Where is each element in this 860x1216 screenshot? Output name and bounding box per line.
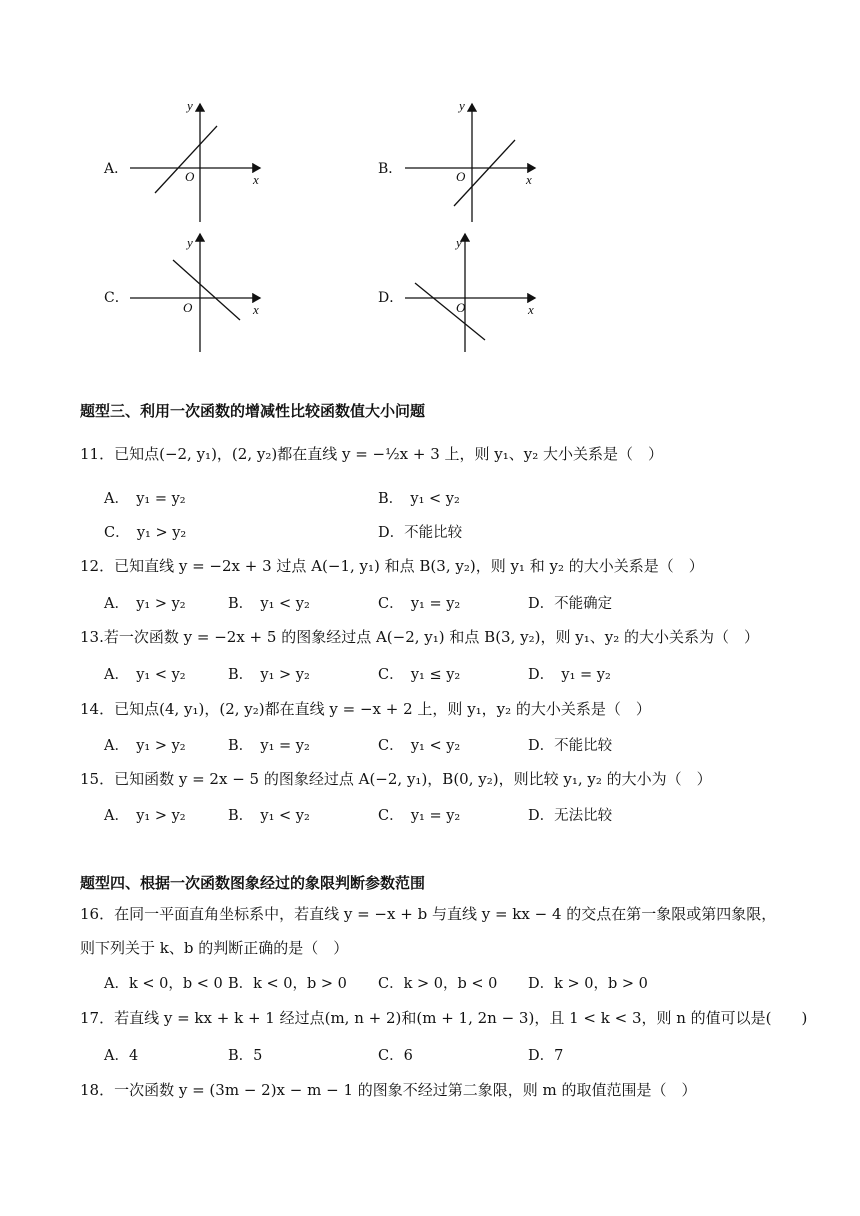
graph-a-label: A．: [104, 161, 129, 177]
y-label: y: [456, 235, 462, 250]
question-15-option-b: B． y₁ < y₂: [228, 808, 310, 824]
question-11-option-a: A． y₁ = y₂: [104, 491, 186, 507]
x-label: x: [253, 302, 259, 317]
origin-label: O: [183, 300, 193, 315]
section-four-heading: 题型四、根据一次函数图象经过的象限判断参数范围: [80, 874, 426, 892]
question-15-option-c: C． y₁ = y₂: [378, 808, 461, 824]
question-15-option-a: A． y₁ > y₂: [104, 808, 186, 824]
question-17-option-a: A．4: [104, 1048, 139, 1064]
question-12-stem: 12．已知直线 y = −2x + 3 过点 A(−1, y₁) 和点 B(3, y₂)，则 y₁ 和 y₂ 的大小关系是（ ）: [80, 557, 704, 575]
question-17-stem: 17．若直线 y = kx + k + 1 经过点(m, n + 2)和(m + 1, 2n − 3)，且 1 < k < 3，则 n 的值可以是( ): [80, 1009, 808, 1027]
graph-c-label: C．: [104, 290, 129, 306]
graph-b: [400, 98, 545, 226]
question-16-option-c: C．k > 0，b < 0: [378, 976, 498, 992]
question-16-stem-line2: 则下列关于 k、b 的判断正确的是（ ）: [80, 939, 349, 957]
question-14-option-b: B． y₁ = y₂: [228, 738, 310, 754]
question-16-option-b: B．k < 0，b > 0: [228, 976, 347, 992]
x-label: x: [526, 172, 532, 187]
question-12-option-b: B． y₁ < y₂: [228, 596, 310, 612]
y-label: y: [187, 235, 193, 250]
question-15-stem: 15．已知函数 y = 2x − 5 的图象经过点 A(−2, y₁)，B(0, y₂)，则比较 y₁, y₂ 的大小为（ ）: [80, 770, 712, 788]
question-12-option-c: C． y₁ = y₂: [378, 596, 461, 612]
graph-d: [400, 228, 545, 356]
graph-line: [415, 283, 485, 340]
question-14-stem: 14．已知点(4, y₁)，(2, y₂)都在直线 y = −x + 2 上，则 y₁，y₂ 的大小关系是（ ）: [80, 700, 651, 718]
question-16-option-a: A．k < 0，b < 0: [104, 976, 223, 992]
origin-label: O: [185, 169, 195, 184]
question-11-option-b: B． y₁ < y₂: [378, 491, 460, 507]
y-label: y: [187, 98, 193, 113]
question-15-option-d: D．无法比较: [528, 808, 613, 824]
question-16-option-d: D．k > 0，b > 0: [528, 976, 648, 992]
graph-c: [125, 228, 270, 356]
x-label: x: [528, 302, 534, 317]
question-13-option-a: A． y₁ < y₂: [104, 667, 186, 683]
question-11-option-d: D．不能比较: [378, 525, 463, 541]
question-12-option-a: A． y₁ > y₂: [104, 596, 186, 612]
question-17-option-d: D．7: [528, 1048, 564, 1064]
question-16-stem-line1: 16．在同一平面直角坐标系中，若直线 y = −x + b 与直线 y = kx − 4 的交点在第一象限或第四象限，: [80, 905, 777, 923]
origin-label: O: [456, 300, 466, 315]
graph-d-label: D．: [378, 290, 404, 306]
question-14-option-d: D．不能比较: [528, 738, 613, 754]
question-11-stem: 11．已知点(−2, y₁)，(2, y₂)都在直线 y = −½x + 3 上，则 y₁、y₂ 大小关系是（ ）: [80, 445, 664, 463]
question-13-option-c: C． y₁ ≤ y₂: [378, 667, 461, 683]
y-label: y: [459, 98, 465, 113]
question-14-option-c: C． y₁ < y₂: [378, 738, 461, 754]
origin-label: O: [456, 169, 466, 184]
question-13-stem: 13.若一次函数 y = −2x + 5 的图象经过点 A(−2, y₁) 和点 B(3, y₂)，则 y₁、y₂ 的大小关系为（ ）: [80, 628, 759, 646]
question-14-option-a: A． y₁ > y₂: [104, 738, 186, 754]
question-13-option-b: B． y₁ > y₂: [228, 667, 310, 683]
question-18-stem: 18．一次函数 y = (3m − 2)x − m − 1 的图象不经过第二象限，则 m 的取值范围是（ ）: [80, 1081, 697, 1099]
question-17-option-b: B．5: [228, 1048, 263, 1064]
question-11-option-c: C． y₁ > y₂: [104, 525, 187, 541]
graph-a: [125, 98, 270, 226]
x-label: x: [253, 172, 259, 187]
graph-b-label: B．: [378, 161, 403, 177]
question-17-option-c: C．6: [378, 1048, 413, 1064]
question-12-option-d: D．不能确定: [528, 596, 613, 612]
question-13-option-d: D． y₁ = y₂: [528, 667, 611, 683]
section-three-heading: 题型三、利用一次函数的增减性比较函数值大小问题: [80, 402, 426, 420]
